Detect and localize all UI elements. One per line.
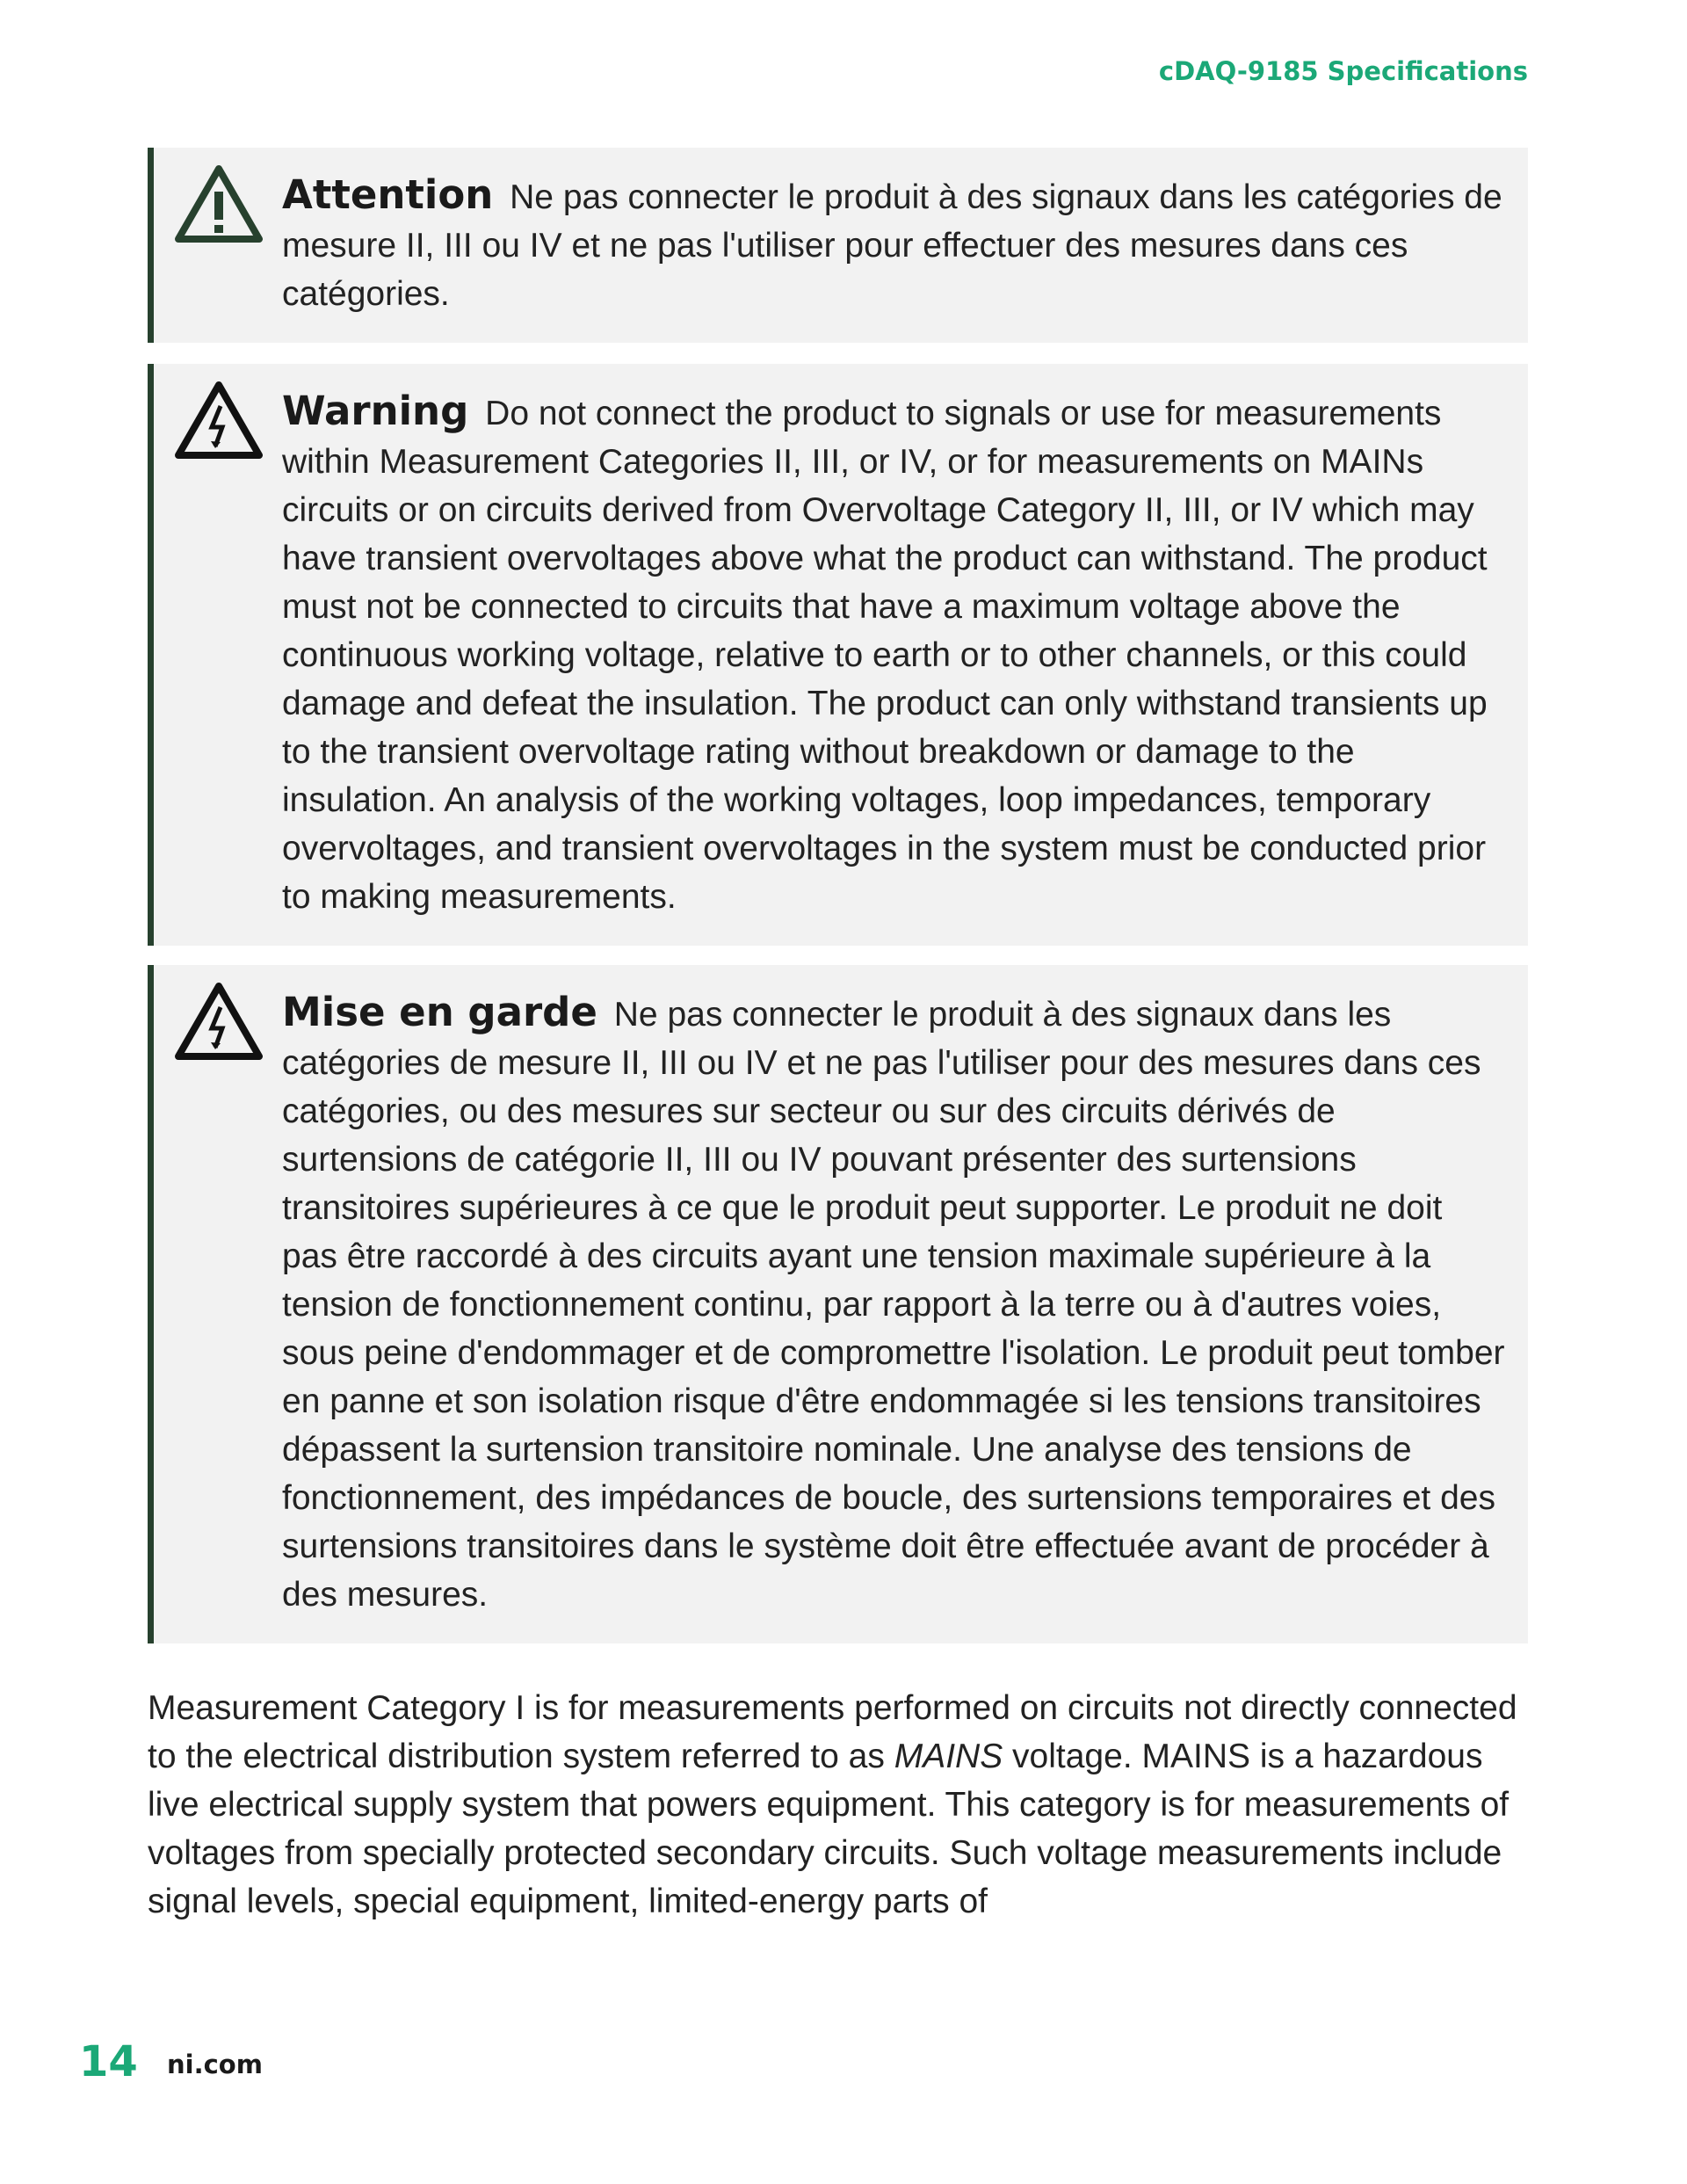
warning-notice [148,364,1528,946]
mise-en-garde-notice-body [282,988,1505,1619]
exclamation-triangle-icon [173,163,264,244]
attention-notice [148,148,1528,343]
warning-text: Do not connect the product to signals or use for measurements within Measurement Categories II, III, or IV, or for measurements on MAINs circuits or on circuits derived from Overvoltage Category II, III, or IV which may have transient overvoltages above what the product can withstand. The product must not be connected to circuits that have a maximum voltage above the continuous working voltage, relative to earth or to other channels, or this could damage and defeat the insulation. The product can only withstand transients up to the transient overvoltage rating without breakdown or damage to the insulation. An analysis of the working voltages, loop impedances, temporary overvoltages, and transient overvoltages in the system must be conducted prior to making measurements. [282,395,1488,916]
attention-notice-body [282,171,1505,318]
warning-label: Warning [282,388,469,434]
attention-label: Attention [282,171,494,218]
footer-site-link[interactable]: ni.com [167,2050,263,2079]
paragraph-part-1: Measurement Category I is for measurements performed on circuits not directly connected to the electrical distribution system referred to as [148,1689,1517,1775]
mise-en-garde-text: Ne pas connecter le produit à des signaux dans les catégories de mesure II, III ou IV et ne pas l'utiliser pour des mesures dans ces catégories, ou des mesures sur secteur ou sur des circuits dérivés de surtensions de catégorie II, III ou IV pouvant présenter des surtensions transitoires supérieures à ce que le produit peut supporter. Le produit ne doit pas être raccordé à des circuits ayant une tension maximale supérieure à la tension de fonctionnement continu, par rapport à la terre ou à d'autres voies, sous peine d'endommager et de compromettre l'isolation. Le produit peut tomber en panne et son isolation risque d'être endommagée si les tensions transitoires dépassent la surtension transitoire nominale. Une analyse des tensions de fonctionnement, des impédances de boucle, des surtensions temporaires et des surtensions transitoires dans le système doit être effectuée avant de procéder à des mesures. [282,996,1505,1614]
high-voltage-icon [173,380,264,461]
high-voltage-icon [173,981,264,1062]
page-number: 14 [79,2037,138,2086]
mise-en-garde-notice [148,965,1528,1643]
measurement-category-paragraph [148,1684,1536,1926]
attention-text: Ne pas connecter le produit à des signaux dans les catégories de mesure II, III ou IV et ne pas l'utiliser pour effectuer des mesures dans ces catégories. [282,178,1502,313]
mains-emphasis: MAINS [894,1738,1003,1775]
warning-notice-body [282,387,1505,921]
paragraph-part-2: voltage. MAINS is a hazardous live electrical supply system that powers equipment. This category is for measurements of voltages from specially protected secondary circuits. Such voltage measurements include signal levels, special equipment, limited-energy parts of [148,1738,1510,1920]
mise-en-garde-label: Mise en garde [282,989,597,1035]
running-header-title: cDAQ-9185 Specifications [1158,56,1528,86]
